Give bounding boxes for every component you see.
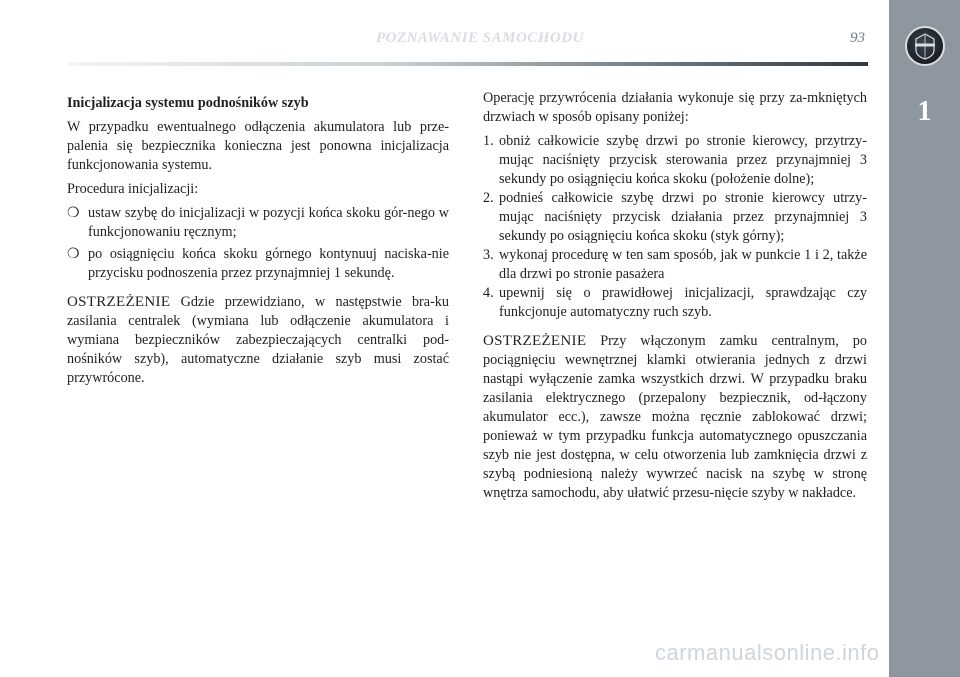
step-text: obniż całkowicie szybę drzwi po stronie kierowcy, przytrzy-mując naciśnięty przycisk sterowania przez przynajmniej 3 sekundy po osiągnięciu końca skoku (położenie dolne); [499,133,867,187]
warning-label: OSTRZEŻENIE [483,333,587,349]
bullet-text: ustaw szybę do inicjalizacji w pozycji końca skoku gór-nego w funkcjonowaniu ręcznym; [88,205,449,240]
step-text: upewnij się o prawidłowej inicjalizacji, sprawdzając czy funkcjonuje automatyczny ruch szyb. [499,285,867,320]
warning-paragraph [67,293,449,388]
section-heading: Inicjalizacja systemu podnośników szyb [67,95,309,111]
step-text: podnieś całkowicie szybę drzwi po stronie kierowcy utrzy-mując naciśnięty przycisk działania przez przynajmniej 3 sekundy po osiągnięciu końca skoku (styk górny); [499,190,867,244]
warning-label: OSTRZEŻENIE [67,294,171,310]
left-column [67,94,449,388]
step-number: 2. [483,190,494,206]
list-item [483,189,867,246]
step-number: 4. [483,285,494,301]
warning-text: Gdzie przewidziano, w następstwie bra-ku zasilania centralek (wymiana lub odłączenie akumulatora i wymiana bezpieczników zabezpieczających centralki pod-nośników szyb), automatyczne działanie szyb musi zostać przywrócone. [67,294,449,386]
step-number: 1. [483,133,494,149]
lancia-logo-icon [905,26,945,66]
page-number: 93 [850,30,865,46]
warning-text: Przy włączonym zamku centralnym, po pociągnięciu wewnętrznej klamki otwierania jednych z drzwi nastąpi wyłączenie zamka wszystkich drzwi. W przypadku braku zasilania elektrycznego (przepalony bezpiecznik, od-łączony akumulator ecc.), zawsze można ręcznie zablokować drzwi; ponieważ w tym przypadku funkcja automatycznego opuszczania szyb nie jest dostępna, w celu otworzenia lub zamknięcia drzwi z szybą podniesioną należy wywrzeć nacisk na szybę w stronę wnętrza samochodu, aby ułatwić przesu-nięcie szyby w nakładce. [483,333,867,501]
watermark: carmanualsonline.info [655,640,880,665]
right-column [483,89,867,503]
chapter-number: 1 [917,96,932,127]
circle-bullet-icon: ❍ [67,247,80,262]
list-item [483,132,867,189]
list-item [483,246,867,284]
header-rule [68,62,868,66]
warning-paragraph [483,332,867,503]
procedure-label: Procedura inicjalizacji: [67,181,199,197]
list-item [67,204,449,242]
page-header-title: POZNAWANIE SAMOCHODU [376,30,584,46]
circle-bullet-icon: ❍ [67,206,80,221]
list-item [67,245,449,283]
bullet-text: po osiągnięciu końca skoku górnego kontynuuj naciska-nie przycisku podnoszenia przez przynajmniej 1 sekundę. [88,246,449,281]
intro-paragraph: W przypadku ewentualnego odłączenia akumulatora lub prze-palenia się bezpiecznika konieczna jest ponowna inicjalizacja funkcjonowania systemu. [67,119,449,173]
procedure-bullet-list [67,204,449,283]
list-item [483,284,867,322]
intro-paragraph: Operację przywrócenia działania wykonuje się przy za-mkniętych drzwiach w sposób opisany poniżej: [483,90,867,125]
steps-list [483,132,867,322]
step-number: 3. [483,247,494,263]
step-text: wykonaj procedurę w ten sam sposób, jak w punkcie 1 i 2, także dla drzwi po stronie pasażera [499,247,867,282]
